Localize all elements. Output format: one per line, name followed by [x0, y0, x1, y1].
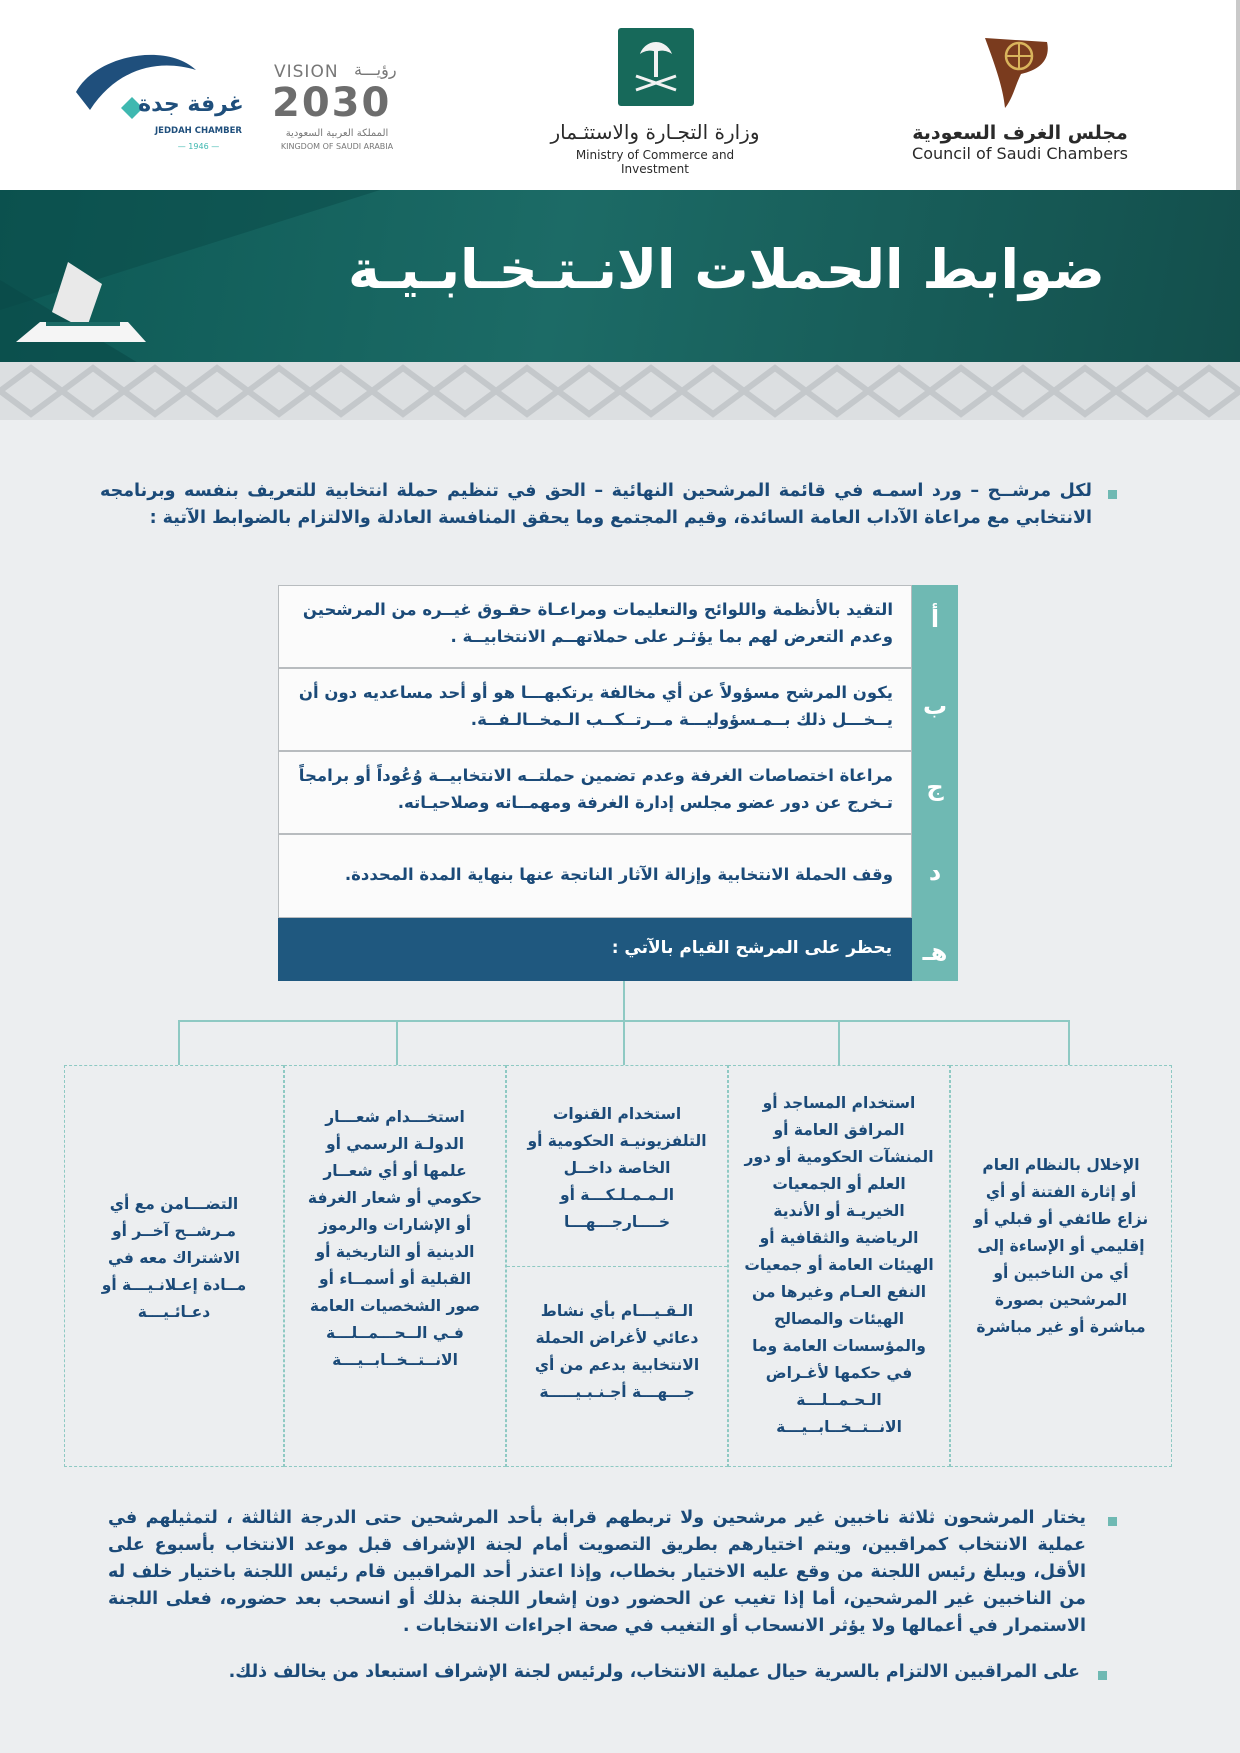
prohibition-cell [728, 1065, 950, 1467]
closing-paragraph: على المراقبين الالتزام بالسرية حيال عملية الانتخاب، ولرئيس لجنة الإشراف استبعاد من يخالف ذلك. [228, 1662, 1080, 1682]
jeddah-logo-english: JEDDAH CHAMBER [155, 126, 242, 136]
vision-label: VISION [274, 62, 339, 82]
intro-bullet [1108, 490, 1117, 499]
tree-drop [178, 1020, 180, 1065]
rule-row [278, 668, 912, 751]
rule-text: مراعاة اختصاصات الغرفة وعدم تضمين حملتــه الانتخابيــة وُعُوداً أو برامجاً تـخرج عن دور عضو مجلس إدارة الغرفة ومهمــاته وصلاحيـاته. [298, 766, 893, 812]
ministry-english: Ministry of Commerce and Investment [575, 148, 735, 176]
intro-paragraph: لكل مرشــح – ورد اسمـه في قائمة المرشحين النهائية – الحق في تنظيم حملة انتخابية للتعريف بنفسه وبرنامجه الانتخابي مع مراعاة الآداب العامة السائدة، وقيم المجتمع وما يحقق المنافسة العادلة والالتزام بالضوابط الآتية : [100, 481, 1092, 528]
rule-text: وقف الحملة الانتخابية وإزالة الآثار الناتجة عنها بنهاية المدة المحددة. [344, 865, 893, 884]
council-english: Council of Saudi Chambers [912, 144, 1128, 163]
vision-year: 2030 [272, 80, 392, 126]
jeddah-logo-arabic: غرفة جدة [138, 92, 244, 117]
tree-drop [623, 1020, 625, 1065]
prohibition-cell [64, 1065, 284, 1467]
jeddah-logo-year: — 1946 — [177, 142, 220, 151]
prohibition-text: الـقـيـــام بأي نشاط دعائي لأغراض الحملة الانتخابية بدعم من أي جـــهـــة أجـنـبـيـــــة [534, 1302, 700, 1401]
kingdom-english: KINGDOM OF SAUDI ARABIA [280, 142, 394, 151]
rule-letter: هـ [922, 938, 948, 966]
prohibition-cell [506, 1065, 728, 1467]
prohibition-text: الإخلال بالنظام العام أو إثارة الفتنة أو أي نزاع طائفي أو قبلي أو إقليمي أو الإساءة إلى أي من الناخبين أو المرشحين بصورة مباشرة أو غير مباشرة [973, 1156, 1149, 1336]
rule-letter: د [928, 858, 942, 886]
prohibition-text: التضـــامن مع أي مـرشــح آخــر أو الاشتراك معه في مــادة إعـلانـيـــة أو دعـائـيـــة [101, 1195, 247, 1321]
council-logo [905, 30, 1135, 170]
vision-label-arabic: رؤيـــة [354, 60, 397, 79]
rule-text: التقيد بالأنظمة واللوائح والتعليمات ومراعـاة حقـوق غيــره من المرشحين وعدم التعرض لهم بما يؤثـر على حملاتهــم الانتخابيــة . [302, 600, 893, 646]
prohibition-text: استخدام القنوات التلفزيونيـة الحكومية أو الخاصة داخــل الـمـمـلـكـــة أو خــــارجـــهـــا [527, 1105, 707, 1231]
closing-bullet [1108, 1517, 1117, 1526]
tree-drop [838, 1020, 840, 1065]
rule-row [278, 585, 912, 668]
council-emblem-icon [975, 30, 1055, 110]
tree-drop [396, 1020, 398, 1065]
rule-letter: أ [930, 605, 940, 633]
jeddah-swoosh-icon [76, 50, 246, 130]
header [0, 0, 1240, 190]
rule-letter: ب [922, 692, 948, 720]
tree-drop [1068, 1020, 1070, 1065]
tree-trunk [623, 981, 625, 1021]
jeddah-chamber-logo [76, 50, 246, 160]
prohibition-text: استخدام المساجد أو المرافق العامة أو المنشآت الحكومية أو دور العلم أو الجمعيات الخيريـة أو الأندية الرياضية والثقافية أو الهيئات العامة أو جمعيات النفع العـام وغيرها من الهيئات والمصالح والمؤسسات العامة وما في حكمها لأغـراض الـحـمــلـــة الانــتــخــابــيـــة [744, 1094, 934, 1436]
ministry-arabic: وزارة التجـارة والاستثـمار [550, 120, 760, 144]
kingdom-arabic: المملكة العربية السعودية [285, 128, 389, 139]
rule-letter: ج [926, 773, 944, 801]
ministry-logo [540, 28, 770, 176]
closing-paragraph: يختار المرشحون ثلاثة ناخبين غير مرشحين ولا تربطهم قرابة بأحد المرشحين حتى الدرجة الثالثة ، لتمثيلهم في عملية الانتخاب كمراقبين، ويتم اختيارهم بطريق التصويت أمام لجنة الإشراف قبل موعد الانتخاب بأسبوع على الأقل، ويبلغ رئيس اللجنة من وقع عليه الاختيار بخطاب، وإذا اعتذر أحد المراقبين قام رئيس اللجنة باختيار خلف له من الناخبين غير المرشحين، أما إذا تغيب عن الحضور دون إشعار اللجنة بذلك أو انسحب بعد حضوره، فعلى اللجنة الاستمرار في أعمالها ولا يؤثر الانسحاب أو التغيب في صحة اجراءات الانتخابات . [108, 1508, 1086, 1636]
decorative-pattern [0, 362, 1240, 420]
rule-h-text: يحظر على المرشح القيام بالآتي : [611, 938, 892, 958]
rule-row [278, 751, 912, 834]
rule-row [278, 834, 912, 918]
title-banner [0, 190, 1240, 370]
rule-text: يكون المرشح مسؤولاً عن أي مخالفة يرتكبهـــا هو أو أحد مساعديه دون أن يــخـــل ذلك بــمـسؤوليـــة مــرتــكــب الـمخــالـفــة. [298, 683, 893, 729]
header-edge [1236, 0, 1240, 190]
council-arabic: مجلس الغرف السعودية [912, 122, 1128, 144]
prohibition-text: استخـــدام شعـــار الدولـة الرسمي أو علمها أو أي شعــار حكومي أو شعار الغرفة أو الإشارات والرموز الدينية أو التاريخية أو القبلية أو أسمــاء أو صور الشخصيات العامة فـي الــحـــمــلـــة الانــتــخــابــيـــة [307, 1108, 483, 1369]
page-title: ضوابط الحملات الانـتـخـابـيـة [347, 238, 1105, 301]
cell-divider [507, 1266, 727, 1267]
vision-2030-logo [272, 58, 412, 158]
palm-emblem-icon [618, 28, 694, 106]
prohibition-cell [284, 1065, 506, 1467]
ballot-box-icon [16, 262, 146, 352]
closing-bullet [1098, 1671, 1107, 1680]
prohibition-cell [950, 1065, 1172, 1467]
